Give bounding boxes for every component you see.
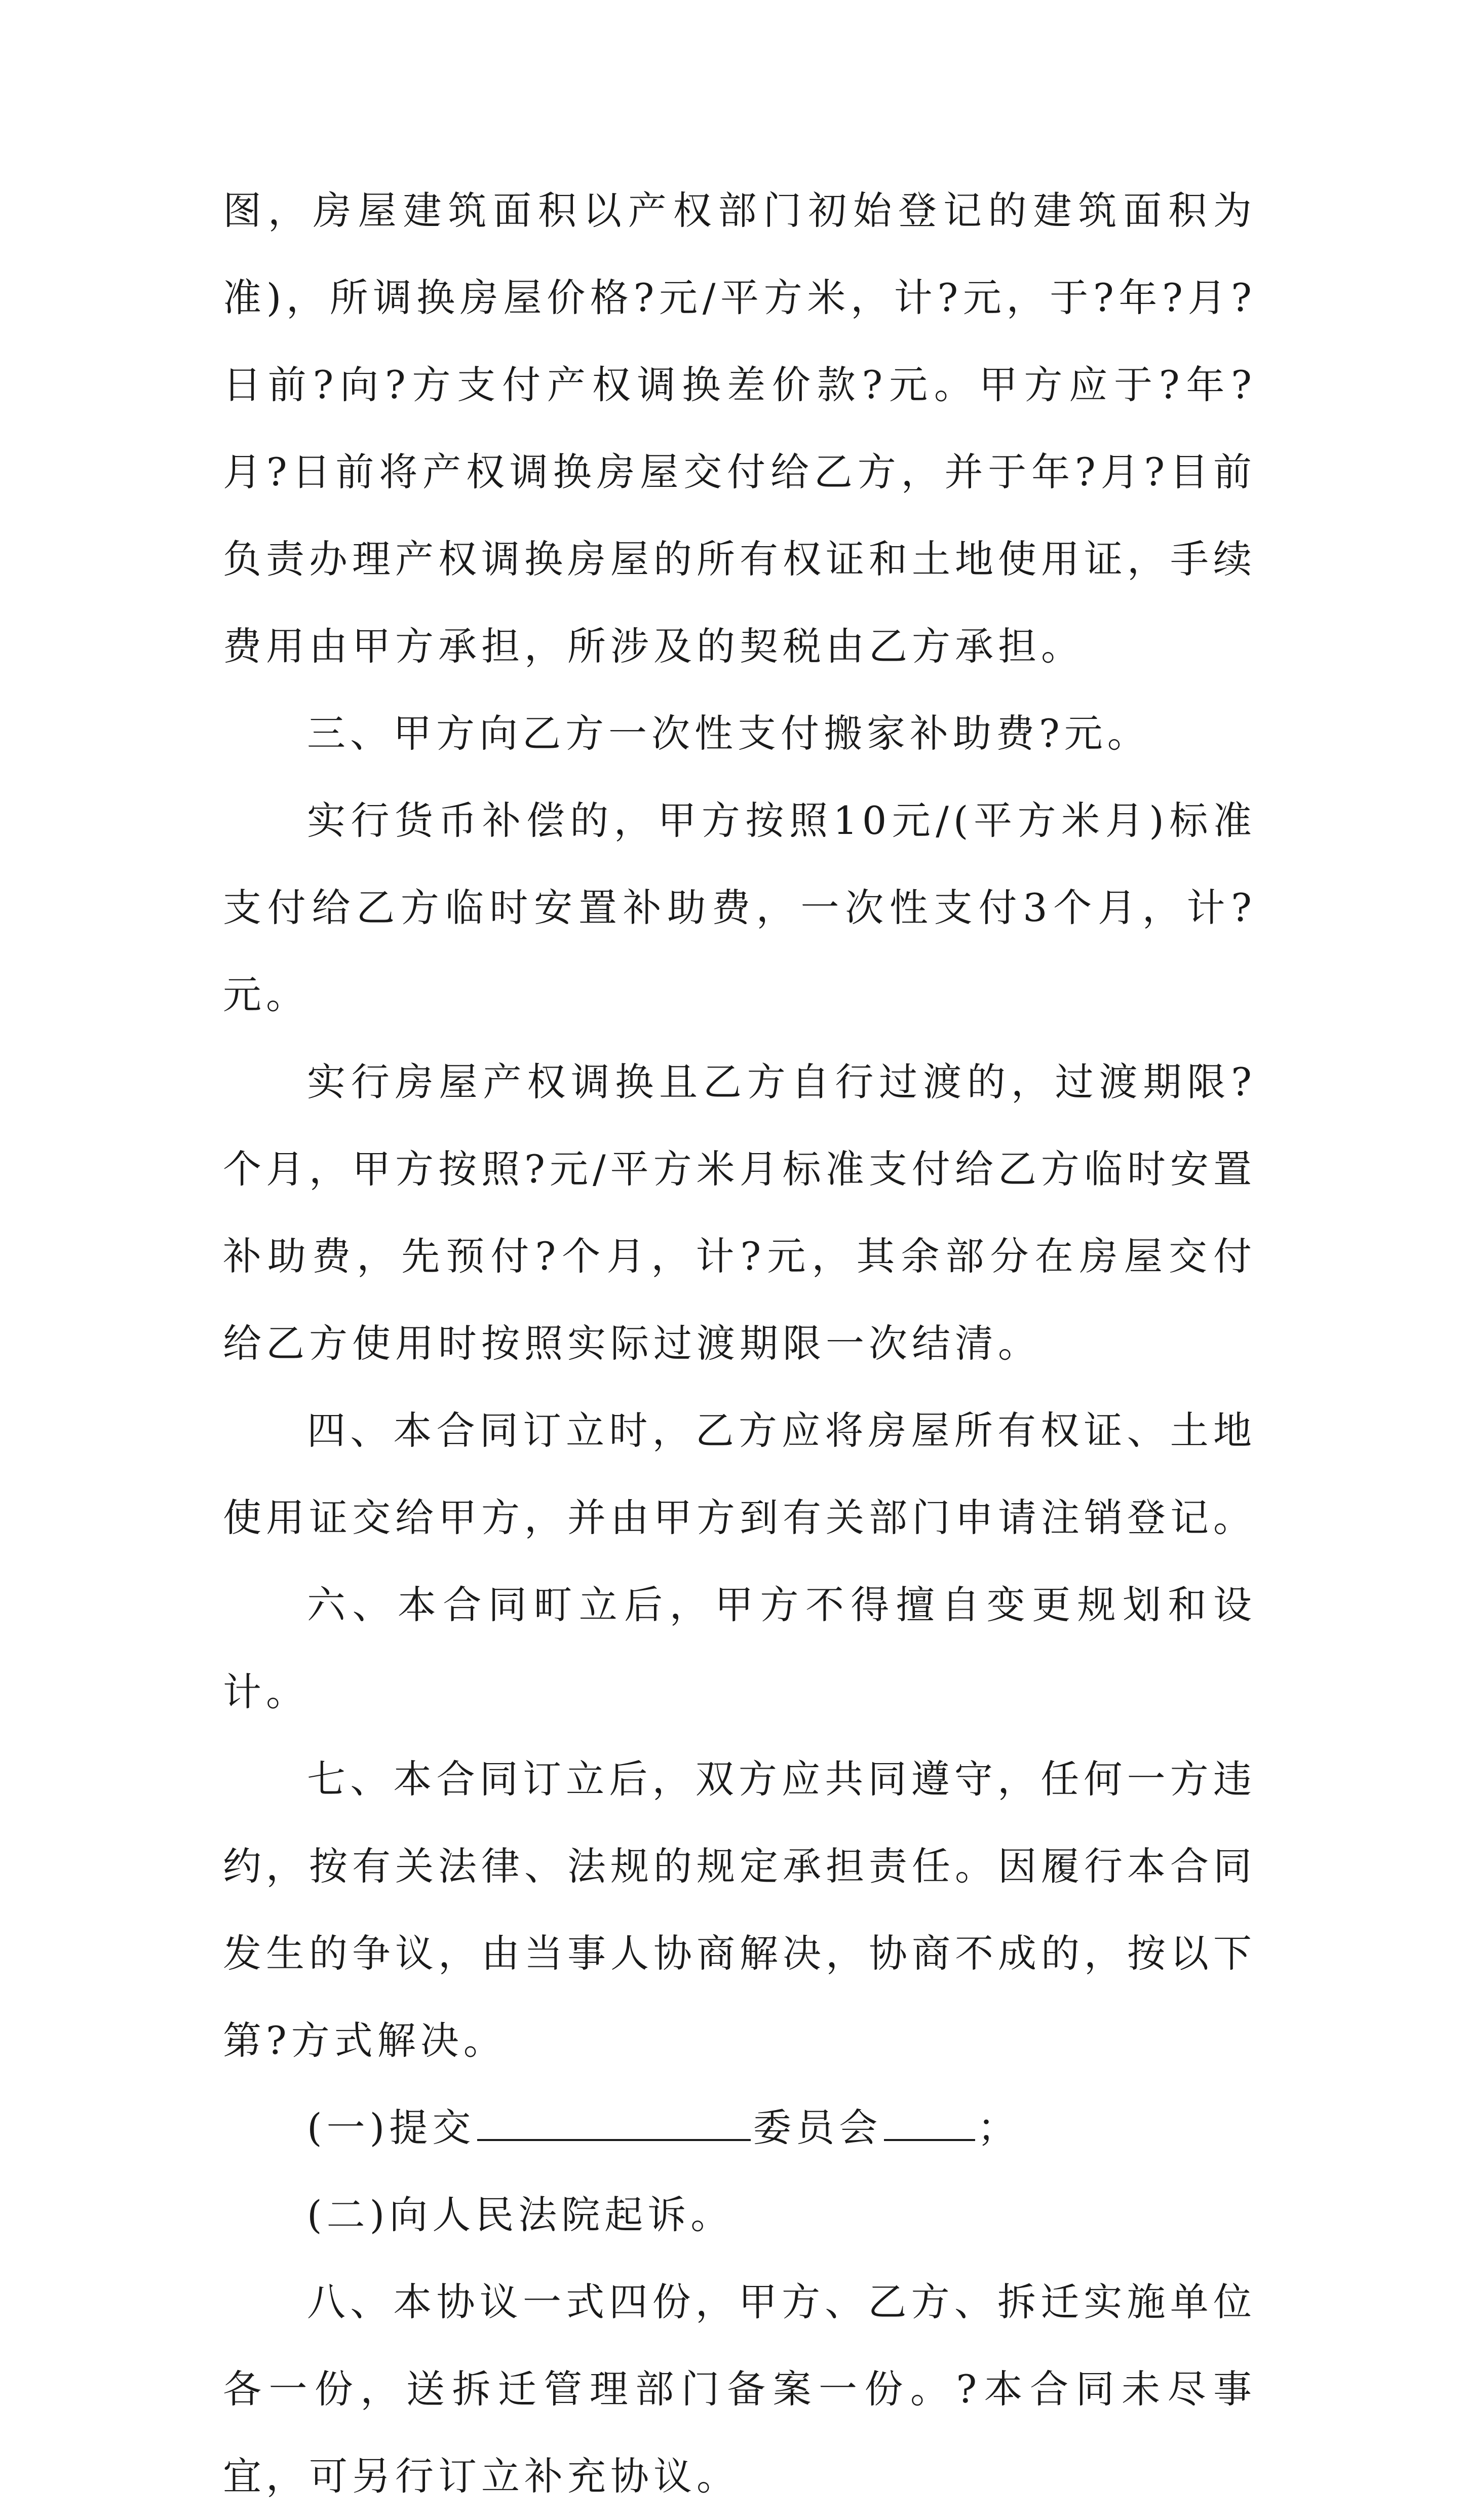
paragraph-moving-subsidy: 三、甲方向乙方一次性支付搬家补助费?元。 (307, 711, 1150, 756)
paragraph-house-exchange-terms: 图，房屋建筑面积以产权部门初始登记的建筑面积为准)，所调换房屋价格?元/平方米，计?元，于?年?月?日前?向?方支付产权调换差价款?元。甲方应于?年?月?日前将产权调换房屋交付给乙方，并于年?月?目前负责办理产权调换房屋的所有权证和土地使用证，手续费用由甲方承担，所涉及的契税由乙方承担。 (223, 188, 1256, 669)
paragraph-dispute-resolution: 七、本合同订立后，双方应共同遵守，任何一方违约，按有关法律、法规的规定承担责任。因履行本合同发生的争议，由当事人协商解决，协商不成的，按以下第?方式解决。 (223, 1757, 1256, 2063)
contract-body (223, 167, 1256, 2520)
paragraph-option-arbitration (223, 2084, 1256, 2171)
paragraph-transition-subsidy: 实行房屋产权调换且乙方自行过渡的，过渡期限?个月，甲方按照?元/平方米月标准支付给乙方临时安置补助费，先预付?个月，计?元，其余部分在房屋交付给乙方使用时按照实际过渡期限一次结清。 (223, 1059, 1256, 1366)
arbitration-committee-blank (884, 2103, 975, 2141)
paragraph-certificate-handover: 四、本合同订立时，乙方应将房屋所有权证、土地使用证交给甲方，并由甲方到有关部门申请注销登记。 (223, 1408, 1256, 1540)
option-arbitration-end: ； (977, 2105, 1021, 2150)
arbitration-body-blank (477, 2103, 751, 2141)
paragraph-option-court: (二)向人民法院起诉。 (307, 2192, 734, 2237)
option-arbitration-committee: 委员会 (753, 2105, 882, 2150)
paragraph-monetary-compensation: 实行货币补偿的，甲方按照10元/(平方米月)标准支付给乙方临时安置补助费，一次性支付3个月，计?元。 (223, 798, 1256, 1017)
paragraph-no-plan-change: 六、本合同町立后，甲方不得擅自变更规划和设计。 (223, 1582, 1256, 1714)
paragraph-copies-and-supplement: 八、本协议一式四份，甲方、乙方、拆迁实施单位各一份，送拆迁管理部门备案一份。?本合同未尽事宜，可另行订立补充协议。 (223, 2279, 1256, 2499)
option-arbitration-prefix: (一)提交 (307, 2105, 476, 2150)
